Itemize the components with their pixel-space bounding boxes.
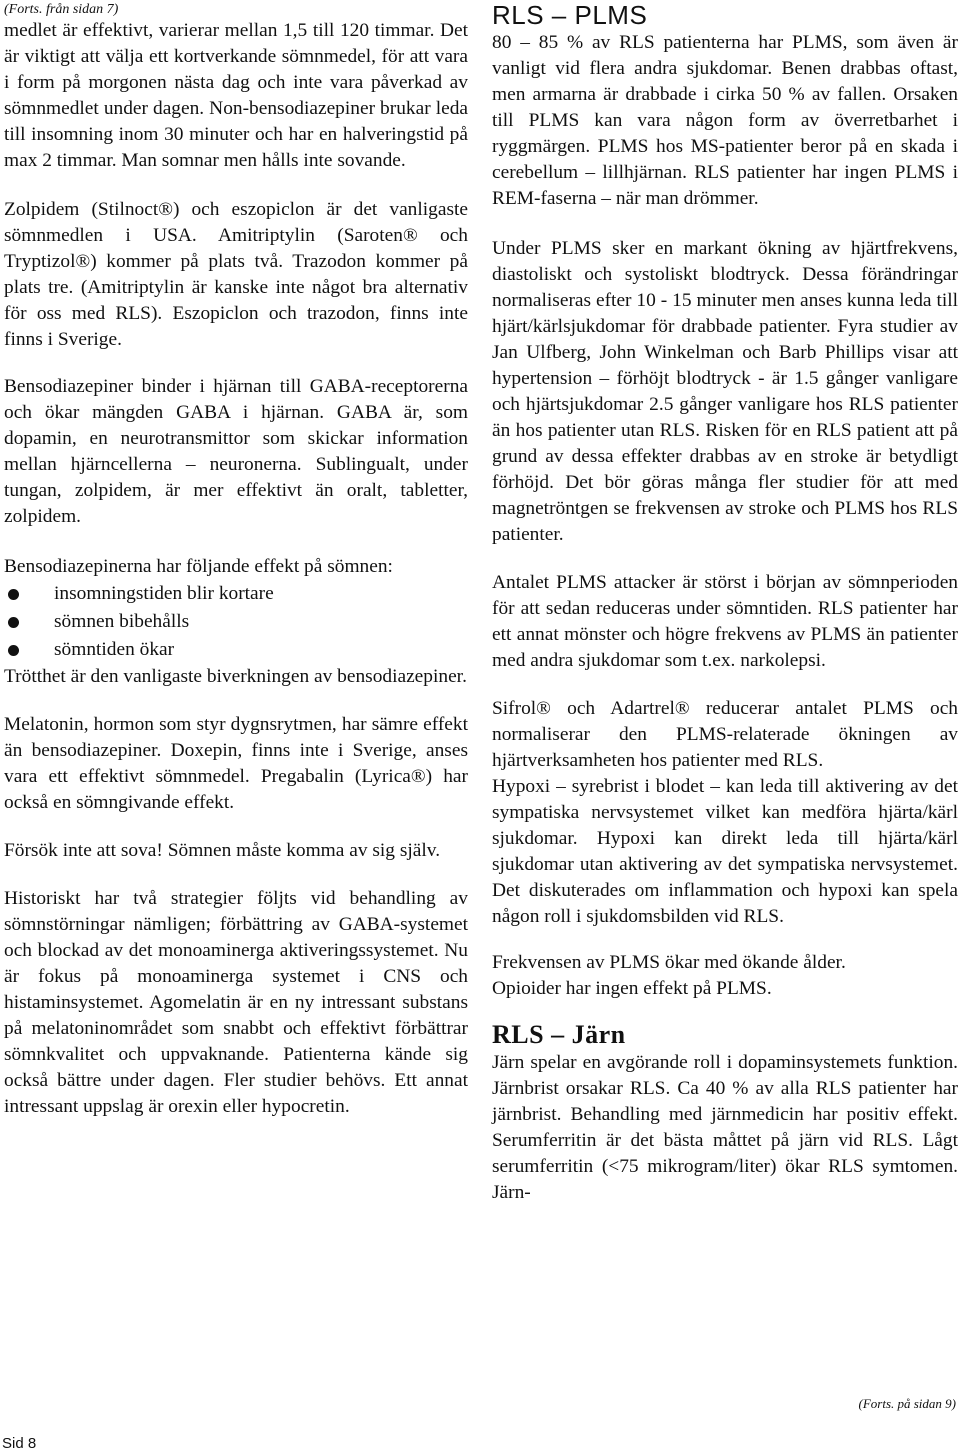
continued-on-note: (Forts. på sidan 9) — [858, 1396, 956, 1411]
bullet-icon — [8, 645, 19, 656]
paragraph: medlet är effektivt, varierar mellan 1,5 till 120 timmar. Det är viktigt att välja ett kortverkande sömnmedel, för att vara i form på morgonen nästa dag och inte vara påverkad av sömnmedlet under dagen. Non-bensodiazepiner brukar leda till insomning inom 30 minuter och har en halveringstid på max 2 timmar. Man somnar men hålls inte sovande. — [4, 20, 468, 171]
page-number: Sid 8 — [2, 1435, 37, 1452]
section-heading: RLS – Järn — [492, 1020, 626, 1049]
paragraph: Försök inte att sova! Sömnen måste komma av sig själv. — [4, 840, 441, 861]
paragraph: Bensodiazepinerna har följande effekt på sömnen: — [4, 556, 393, 577]
list-item: sömntiden ökar — [4, 636, 468, 664]
paragraph: Historiskt har två strategier följts vid behandling av sömnstörningar nämligen; förbättring av GABA-systemet och blockad av det monoaminerga aktiveringssystemet. Nu är fokus på monoaminerga systemet i CNS och histaminsystemet. Agomelatin är en ny intressant substans på melatoninområdet som snabbt och effektivt förbättrar sömnkvalitet och uppvaknande. Patienterna kände sig också bättre under dagen. Fler studier behövs. Ett annat intressant uppslag är orexin eller hypocretin. — [4, 888, 468, 1117]
paragraph: Bensodiazepiner binder i hjärnan till GABA-receptorerna och ökar mängden GABA i hjärnan. GABA är, som dopamin, en neurotransmittor som skickar information mellan hjärncellerna – neuronerna. Sublingualt, under tungan, zolpidem, är mer effektivt än oralt, tabletter, zolpidem. — [4, 376, 468, 527]
paragraph: 80 – 85 % av RLS patienterna har PLMS, som även är vanligt vid flera andra sjukdomar. Benen drabbas oftast, men armarna är drabbade i cirka 50 % av fallen. Orsaken till PLMS kan vara någon form av överretbarhet i ryggmärgen. PLMS hos MS-patienter beror på en skada i cerebellum – lillhjärnan. RLS patienter har ingen PLMS i REM-faserna – när man drömmer. — [492, 32, 958, 209]
paragraph: Trötthet är den vanligaste biverkningen av bensodiazepiner. — [4, 666, 467, 687]
bullet-icon — [8, 589, 19, 600]
paragraph: Antalet PLMS attacker är störst i början av sömnperioden för att sedan reduceras under sömntiden. RLS patienter har ett annat mönster och högre frekvens av PLMS än patienter med andra sjukdomar som t.ex. narkolepsi. — [492, 572, 958, 671]
paragraph: Melatonin, hormon som styr dygnsrytmen, har sämre effekt än bensodiazepiner. Doxepin, finns inte i Sverige, anses vara ett effektivt sömnmedel. Pregabalin (Lyrica®) har också en sömngivande effekt. — [4, 714, 468, 813]
list-item: sömnen bibehålls — [4, 608, 468, 636]
paragraph: Zolpidem (Stilnoct®) och eszopiclon är det vanligaste sömnmedlen i USA. Amitriptylin (Saroten® och Tryptizol®) kommer på plats två. Trazodon kommer på plats tre. (Amitriptylin är kanske inte något bra alternativ för oss med RLS). Eszopiclon och trazodon, finns inte finns i Sverige. — [4, 199, 468, 350]
left-column — [4, 0, 468, 1120]
paragraph: Sifrol® och Adartrel® reducerar antalet PLMS och normaliserar den PLMS-relaterade ökningen av hjärtverksamheten hos patienter med RLS. — [492, 698, 958, 771]
continued-from-note: (Forts. från sidan 7) — [4, 2, 119, 17]
paragraph: Opioider har ingen effekt på PLMS. — [492, 978, 772, 999]
bullet-list — [4, 580, 468, 664]
paragraph: Under PLMS sker en markant ökning av hjärtfrekvens, diastoliskt och systoliskt blodtryck. Dessa förändringar normaliseras efter 10 - 15 minuter men anses kunna leda till hjärt/kärlsjukdomar för drabbade patienter. Fyra studier av Jan Ulfberg, John Winkelman och Barb Phillips visar att hypertension – förhöjt blodtryck - är 1.5 gånger vanligare och hjärtsjukdomar 2.5 gånger vanligare hos RLS patienter än hos patienter utan RLS. Risken för en RLS patient att på grund av dessa effekter drabbas av en stroke är betydligt förhöjd. Det bör göras många fler studier för att med magnetröntgen se frekvensen av stroke och PLMS hos RLS patienter. — [492, 238, 958, 545]
paragraph: Hypoxi – syrebrist i blodet – kan leda till aktivering av det sympatiska nervsystemet vilket kan medföra hjärta/kärl sjukdomar. Hypoxi kan direkt leda till hjärta/kärl sjukdomar utan aktivering av det sympatiska nervsystemet. Det diskuterades om inflammation och hypoxi kan spela någon roll i sjukdomsbilden vid RLS. — [492, 776, 958, 927]
list-item: insomningstiden blir kortare — [4, 580, 468, 608]
paragraph: Järn spelar en avgörande roll i dopaminsystemets funktion. Järnbrist orsakar RLS. Ca 40 % av alla RLS patienter har järnbrist. Behandling med järnmedicin har positiv effekt. Serumferritin är det bästa måttet på järn vid RLS. Lågt serumferritin (<75 mikrogram/liter) ökar RLS symtomen. Järn- — [492, 1052, 958, 1203]
right-column — [492, 0, 958, 1206]
paragraph: Frekvensen av PLMS ökar med ökande ålder. — [492, 952, 846, 973]
section-heading: RLS – PLMS — [492, 0, 648, 30]
bullet-icon — [8, 617, 19, 628]
